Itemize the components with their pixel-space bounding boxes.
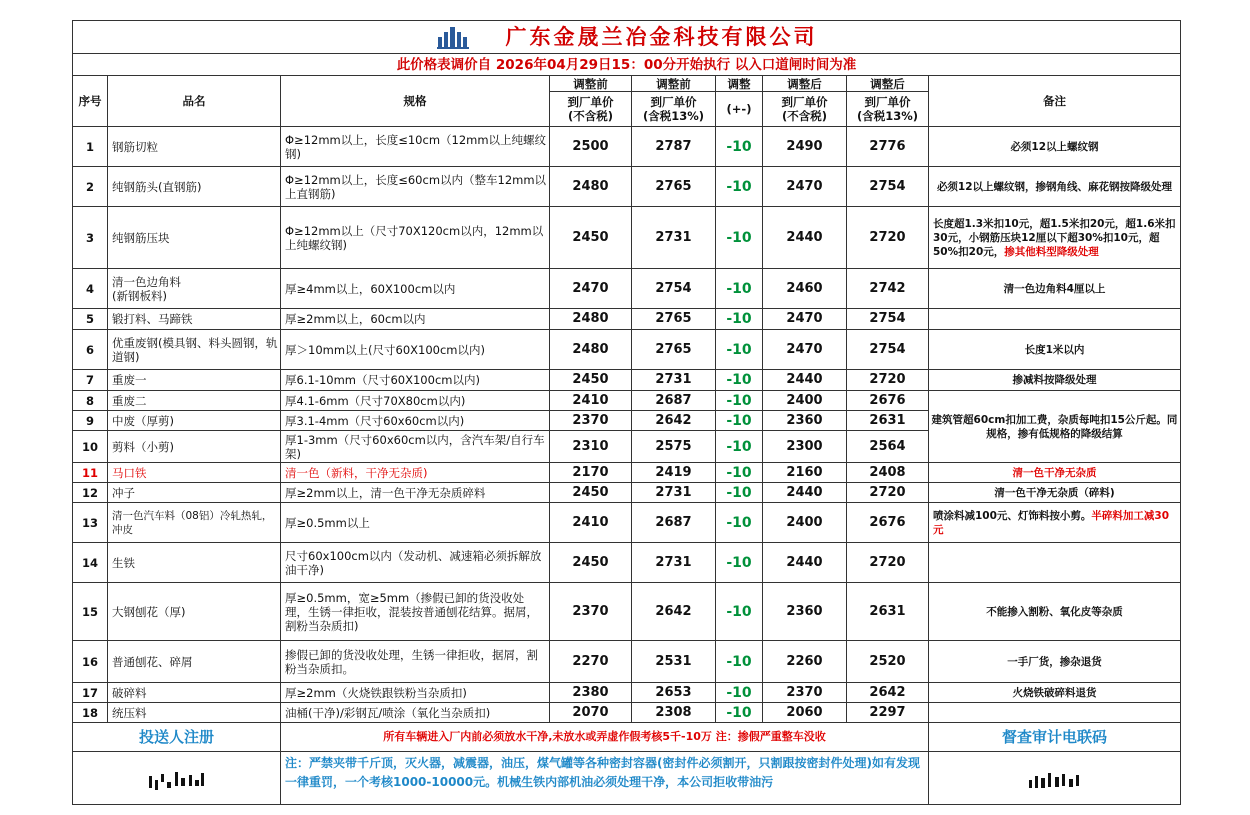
ex-tax-label: (不含税) bbox=[781, 109, 827, 123]
row-price-after-ex: 2490 bbox=[763, 127, 847, 167]
price-row bbox=[73, 269, 1181, 309]
row-price-before-ex: 2500 bbox=[550, 127, 632, 167]
company-name: 广东金晟兰冶金科技有限公司 bbox=[505, 25, 818, 49]
price-row bbox=[73, 127, 1181, 167]
row-name-text: 重废一 bbox=[112, 373, 147, 387]
row-price-before-inc: 2531 bbox=[632, 641, 716, 683]
header-before-ex: 调整前 bbox=[550, 76, 632, 92]
row-price-before-inc: 2731 bbox=[632, 370, 716, 391]
row-price-after-inc: 2776 bbox=[847, 127, 929, 167]
row-name-text: 重废二 bbox=[112, 393, 147, 408]
row-spec: 厚6.1-10mm（尺寸60X100cm以内) bbox=[281, 370, 550, 391]
row-seq: 2 bbox=[73, 167, 108, 207]
row-seq: 3 bbox=[73, 207, 108, 269]
inc-tax-label: (含税13%) bbox=[856, 109, 919, 123]
row-price-before-inc: 2575 bbox=[632, 431, 716, 463]
footer-row bbox=[73, 723, 1181, 752]
row-price-before-ex: 2170 bbox=[550, 463, 632, 483]
row-spec: 厚≥0.5mm，宽≥5mm（掺假已卸的货没收处理，生锈一律拒收，混装按普通刨花结算。据屑，割粉当杂质扣) bbox=[281, 583, 550, 641]
row-adjust: -10 bbox=[716, 543, 763, 583]
row-price-after-ex: 2470 bbox=[763, 309, 847, 330]
row-remark bbox=[929, 583, 1181, 641]
row-name bbox=[108, 370, 281, 391]
row-price-before-ex: 2370 bbox=[550, 411, 632, 431]
header-after-ex: 调整后 bbox=[763, 76, 847, 92]
row-price-after-ex: 2260 bbox=[763, 641, 847, 683]
price-notice: 此价格表调价自 2026年04月29日15：00分开始执行 以入口道闸时间为准 bbox=[73, 54, 1181, 76]
row-name-text: 优重废钢(模具钢、料头圆钢，轨道钢) bbox=[112, 335, 278, 364]
row-remark-text: 长度1米以内 bbox=[1024, 343, 1085, 356]
row-price-before-inc: 2765 bbox=[632, 167, 716, 207]
row-spec: Φ≥12mm以上，长度≤60cm以内（整车12mm以上直钢筋) bbox=[281, 167, 550, 207]
row-price-before-inc: 2653 bbox=[632, 683, 716, 703]
unit-price-label: 到厂单价 bbox=[864, 95, 911, 109]
header-unit-price-ex-after bbox=[763, 92, 847, 127]
inc-tax-label: (含税13%) bbox=[642, 109, 705, 123]
row-remark-text: 一手厂货，掺杂退货 bbox=[1007, 655, 1102, 668]
row-price-before-inc: 2765 bbox=[632, 309, 716, 330]
row-price-before-inc: 2731 bbox=[632, 483, 716, 503]
row-seq: 11 bbox=[73, 463, 108, 483]
row-name bbox=[108, 207, 281, 269]
row-seq: 6 bbox=[73, 330, 108, 370]
row-price-after-inc: 2676 bbox=[847, 391, 929, 411]
header-unit-price-inc-before bbox=[632, 92, 716, 127]
vehicle-warning: 所有车辆进入厂内前必须放水干净,未放水或弄虚作假考核5千-10万 注：掺假严重整车没收 bbox=[281, 723, 929, 752]
row-remark-text: 喷涂料减100元、灯饰料按小剪。 bbox=[933, 509, 1092, 522]
row-name bbox=[108, 483, 281, 503]
price-sheet bbox=[72, 20, 1180, 805]
price-row bbox=[73, 370, 1181, 391]
row-name bbox=[108, 309, 281, 330]
row-seq: 9 bbox=[73, 411, 108, 431]
sender-register-title: 投送人注册 bbox=[73, 723, 281, 752]
row-remark-text: 不能掺入割粉、氧化皮等杂质 bbox=[986, 605, 1123, 618]
row-name-text: 冲子 bbox=[112, 485, 135, 500]
price-row bbox=[73, 391, 1181, 411]
row-remark bbox=[929, 127, 1181, 167]
row-price-after-inc: 2297 bbox=[847, 703, 929, 723]
row-name-text: 破碎料 bbox=[112, 685, 147, 700]
row-remark-text: 必须12以上螺纹钢，掺钢角线、麻花钢按降级处理 bbox=[936, 180, 1173, 193]
price-table bbox=[72, 20, 1181, 805]
row-remark-text: 必须12以上螺纹钢 bbox=[1010, 140, 1099, 153]
row-price-after-ex: 2470 bbox=[763, 330, 847, 370]
row-remark-text: 清一色边角料4厘以上 bbox=[1003, 282, 1106, 295]
row-price-after-inc: 2720 bbox=[847, 543, 929, 583]
row-price-after-inc: 2520 bbox=[847, 641, 929, 683]
row-seq: 5 bbox=[73, 309, 108, 330]
row-price-before-inc: 2754 bbox=[632, 269, 716, 309]
row-name bbox=[108, 703, 281, 723]
row-price-after-ex: 2440 bbox=[763, 207, 847, 269]
row-price-after-inc: 2631 bbox=[847, 411, 929, 431]
row-name-text: 中废（厚剪) bbox=[112, 413, 174, 428]
row-price-after-inc: 2642 bbox=[847, 683, 929, 703]
row-remark-merged: 建筑管超60cm扣加工费，杂质每吨扣15公斤起。同规格，掺有低规格的降级结算 bbox=[929, 391, 1181, 463]
row-price-after-inc: 2742 bbox=[847, 269, 929, 309]
row-seq: 10 bbox=[73, 431, 108, 463]
row-price-after-inc: 2754 bbox=[847, 167, 929, 207]
row-adjust: -10 bbox=[716, 330, 763, 370]
price-row bbox=[73, 463, 1181, 483]
row-spec: 厚≥2mm以上，清一色干净无杂质碎料 bbox=[281, 483, 550, 503]
row-adjust: -10 bbox=[716, 127, 763, 167]
header-remark: 备注 bbox=[929, 76, 1181, 127]
unit-price-label: 到厂单价 bbox=[567, 95, 614, 109]
row-price-after-ex: 2060 bbox=[763, 703, 847, 723]
row-remark-text: 长度超1.3米扣10元，超1.5米扣20元，超1.6米扣30元，小钢筋压块12厘以下超30%扣10元，超50%扣20元， bbox=[933, 217, 1176, 258]
row-price-before-ex: 2470 bbox=[550, 269, 632, 309]
row-price-after-inc: 2408 bbox=[847, 463, 929, 483]
row-seq: 14 bbox=[73, 543, 108, 583]
row-price-before-ex: 2480 bbox=[550, 330, 632, 370]
row-adjust: -10 bbox=[716, 370, 763, 391]
row-price-after-ex: 2400 bbox=[763, 503, 847, 543]
row-price-after-inc: 2564 bbox=[847, 431, 929, 463]
row-name-text: 锻打料、马蹄铁 bbox=[112, 312, 193, 326]
price-rows bbox=[73, 127, 1181, 723]
row-remark bbox=[929, 543, 1181, 583]
footer-row-2 bbox=[73, 752, 1181, 805]
sender-qr-cell bbox=[73, 752, 281, 805]
price-row bbox=[73, 483, 1181, 503]
row-seq: 8 bbox=[73, 391, 108, 411]
row-spec: 油桶(干净)/彩钢瓦/喷涂（氧化当杂质扣) bbox=[281, 703, 550, 723]
row-adjust: -10 bbox=[716, 411, 763, 431]
row-name bbox=[108, 127, 281, 167]
row-price-after-ex: 2360 bbox=[763, 583, 847, 641]
row-price-after-inc: 2754 bbox=[847, 330, 929, 370]
ex-tax-label: (不含税) bbox=[567, 109, 613, 123]
row-adjust: -10 bbox=[716, 309, 763, 330]
company-logo-icon bbox=[436, 25, 472, 49]
row-adjust: -10 bbox=[716, 483, 763, 503]
row-spec: 清一色（新料，干净无杂质) bbox=[281, 463, 550, 483]
row-price-after-inc: 2754 bbox=[847, 309, 929, 330]
audit-qr-icon bbox=[1015, 770, 1095, 800]
row-remark bbox=[929, 463, 1181, 483]
row-name-text: 普通刨花、碎屑 bbox=[112, 654, 193, 669]
row-name-text: 清一色汽车料（08铝）冷轧热轧，冲皮 bbox=[112, 509, 273, 536]
title-cell bbox=[73, 21, 1181, 54]
notice-row bbox=[73, 54, 1181, 76]
row-remark-red-text: 掺其他料型降级处理 bbox=[1004, 245, 1099, 258]
row-remark bbox=[929, 503, 1181, 543]
row-spec: Φ≥12mm以上（尺寸70X120cm以内，12mm以上纯螺纹钢) bbox=[281, 207, 550, 269]
row-adjust: -10 bbox=[716, 641, 763, 683]
row-name bbox=[108, 431, 281, 463]
row-seq: 17 bbox=[73, 683, 108, 703]
header-delta: (+-) bbox=[716, 92, 763, 127]
row-price-before-inc: 2787 bbox=[632, 127, 716, 167]
row-adjust: -10 bbox=[716, 503, 763, 543]
row-adjust: -10 bbox=[716, 703, 763, 723]
header-before-inc: 调整前 bbox=[632, 76, 716, 92]
price-row bbox=[73, 683, 1181, 703]
row-name bbox=[108, 543, 281, 583]
audit-contact-title: 督查审计电联码 bbox=[929, 723, 1181, 752]
header-unit-price-ex-before bbox=[550, 92, 632, 127]
sender-qr-icon bbox=[137, 770, 217, 800]
row-spec: Φ≥12mm以上，长度≤10cm（12mm以上纯螺纹钢) bbox=[281, 127, 550, 167]
row-name bbox=[108, 641, 281, 683]
row-price-before-inc: 2642 bbox=[632, 411, 716, 431]
row-seq: 1 bbox=[73, 127, 108, 167]
row-price-after-inc: 2720 bbox=[847, 483, 929, 503]
row-price-after-ex: 2400 bbox=[763, 391, 847, 411]
row-remark bbox=[929, 167, 1181, 207]
header-after-inc: 调整后 bbox=[847, 76, 929, 92]
row-price-before-ex: 2410 bbox=[550, 391, 632, 411]
row-name bbox=[108, 269, 281, 309]
row-remark-text: 火烧铁破碎料退货 bbox=[1012, 686, 1097, 699]
header-unit-price-inc-after bbox=[847, 92, 929, 127]
row-name-text: 纯钢筋头(直钢筋) bbox=[112, 179, 202, 194]
row-remark bbox=[929, 309, 1181, 330]
row-spec: 厚1-3mm（尺寸60x60cm以内，含汽车架/自行车架) bbox=[281, 431, 550, 463]
price-row bbox=[73, 503, 1181, 543]
row-seq: 4 bbox=[73, 269, 108, 309]
row-name-text: 生铁 bbox=[112, 555, 135, 570]
row-seq: 18 bbox=[73, 703, 108, 723]
row-adjust: -10 bbox=[716, 207, 763, 269]
row-price-after-ex: 2470 bbox=[763, 167, 847, 207]
row-seq: 13 bbox=[73, 503, 108, 543]
row-price-after-ex: 2360 bbox=[763, 411, 847, 431]
row-spec: 厚≥2mm（火烧铁跟铁粉当杂质扣) bbox=[281, 683, 550, 703]
row-remark bbox=[929, 683, 1181, 703]
row-price-before-inc: 2687 bbox=[632, 503, 716, 543]
price-row bbox=[73, 703, 1181, 723]
row-price-before-ex: 2450 bbox=[550, 543, 632, 583]
row-name bbox=[108, 411, 281, 431]
row-price-after-ex: 2160 bbox=[763, 463, 847, 483]
row-remark bbox=[929, 641, 1181, 683]
row-price-before-inc: 2687 bbox=[632, 391, 716, 411]
price-row bbox=[73, 641, 1181, 683]
sealed-container-note: 注：严禁夹带千斤顶，灭火器，减震器，油压，煤气罐等各种密封容器(密封件必须割开，只割跟按密封件处理)如有发现一律重罚，一个考核1000-10000元。机械生铁内部机油必须处理干净，本公司拒收带油污 bbox=[281, 752, 929, 805]
price-row bbox=[73, 583, 1181, 641]
row-spec: 厚4.1-6mm（尺寸70X80cm以内) bbox=[281, 391, 550, 411]
audit-qr-cell bbox=[929, 752, 1181, 805]
row-price-before-ex: 2310 bbox=[550, 431, 632, 463]
row-price-before-inc: 2419 bbox=[632, 463, 716, 483]
row-price-after-inc: 2720 bbox=[847, 207, 929, 269]
row-remark bbox=[929, 330, 1181, 370]
row-seq: 12 bbox=[73, 483, 108, 503]
row-adjust: -10 bbox=[716, 431, 763, 463]
row-price-before-ex: 2450 bbox=[550, 370, 632, 391]
price-row bbox=[73, 309, 1181, 330]
row-name-text: 纯钢筋压块 bbox=[112, 230, 170, 245]
unit-price-label: 到厂单价 bbox=[650, 95, 697, 109]
row-name bbox=[108, 583, 281, 641]
header-spec: 规格 bbox=[281, 76, 550, 127]
row-name bbox=[108, 503, 281, 543]
row-remark bbox=[929, 207, 1181, 269]
row-price-after-inc: 2631 bbox=[847, 583, 929, 641]
row-name-text: 清一色边角料 (新钢板料) bbox=[112, 274, 181, 303]
row-price-before-inc: 2642 bbox=[632, 583, 716, 641]
row-name bbox=[108, 330, 281, 370]
row-adjust: -10 bbox=[716, 269, 763, 309]
row-price-after-ex: 2440 bbox=[763, 543, 847, 583]
price-row bbox=[73, 543, 1181, 583]
row-spec: 厚≥2mm以上，60cm以内 bbox=[281, 309, 550, 330]
header-row-1 bbox=[73, 76, 1181, 92]
header-seq: 序号 bbox=[73, 76, 108, 127]
row-remark-red-text: 半碎料加工减30元 bbox=[933, 509, 1170, 536]
row-remark-text: 清一色干净无杂质 bbox=[1012, 466, 1097, 479]
row-price-after-ex: 2460 bbox=[763, 269, 847, 309]
row-name bbox=[108, 683, 281, 703]
row-price-before-ex: 2410 bbox=[550, 503, 632, 543]
row-price-before-ex: 2380 bbox=[550, 683, 632, 703]
row-name-text: 大钢刨花（厚) bbox=[112, 604, 186, 619]
price-row bbox=[73, 207, 1181, 269]
row-price-before-ex: 2480 bbox=[550, 167, 632, 207]
row-name bbox=[108, 167, 281, 207]
row-price-after-ex: 2300 bbox=[763, 431, 847, 463]
row-remark bbox=[929, 370, 1181, 391]
row-spec: 厚3.1-4mm（尺寸60x60cm以内) bbox=[281, 411, 550, 431]
row-seq: 15 bbox=[73, 583, 108, 641]
row-spec: 厚＞10mm以上(尺寸60X100cm以内) bbox=[281, 330, 550, 370]
row-price-before-inc: 2731 bbox=[632, 207, 716, 269]
row-price-before-inc: 2765 bbox=[632, 330, 716, 370]
price-row bbox=[73, 167, 1181, 207]
row-name-text: 马口铁 bbox=[112, 465, 147, 480]
row-price-before-inc: 2308 bbox=[632, 703, 716, 723]
row-spec: 掺假已卸的货没收处理，生锈一律拒收，据屑，割粉当杂质扣。 bbox=[281, 641, 550, 683]
row-remark-text: 清一色干净无杂质（碎料) bbox=[994, 486, 1115, 499]
header-adjust: 调整 bbox=[716, 76, 763, 92]
row-adjust: -10 bbox=[716, 463, 763, 483]
row-remark bbox=[929, 269, 1181, 309]
row-name bbox=[108, 391, 281, 411]
row-adjust: -10 bbox=[716, 583, 763, 641]
row-name-text: 钢筋切粒 bbox=[112, 139, 158, 154]
row-price-before-ex: 2370 bbox=[550, 583, 632, 641]
row-price-after-ex: 2370 bbox=[763, 683, 847, 703]
row-price-after-inc: 2720 bbox=[847, 370, 929, 391]
row-adjust: -10 bbox=[716, 167, 763, 207]
unit-price-label: 到厂单价 bbox=[781, 95, 828, 109]
row-price-before-ex: 2070 bbox=[550, 703, 632, 723]
price-row bbox=[73, 330, 1181, 370]
row-remark-text: 掺减料按降级处理 bbox=[1012, 374, 1097, 386]
row-remark bbox=[929, 483, 1181, 503]
header-name: 品名 bbox=[108, 76, 281, 127]
row-adjust: -10 bbox=[716, 391, 763, 411]
row-price-after-inc: 2676 bbox=[847, 503, 929, 543]
row-seq: 7 bbox=[73, 370, 108, 391]
row-price-before-ex: 2480 bbox=[550, 309, 632, 330]
row-price-before-ex: 2450 bbox=[550, 207, 632, 269]
row-price-after-ex: 2440 bbox=[763, 370, 847, 391]
row-remark bbox=[929, 703, 1181, 723]
row-adjust: -10 bbox=[716, 683, 763, 703]
row-price-after-ex: 2440 bbox=[763, 483, 847, 503]
row-spec: 厚≥0.5mm以上 bbox=[281, 503, 550, 543]
row-price-before-ex: 2270 bbox=[550, 641, 632, 683]
title-row bbox=[73, 21, 1181, 54]
row-seq: 16 bbox=[73, 641, 108, 683]
row-name bbox=[108, 463, 281, 483]
row-name-text: 统压料 bbox=[112, 705, 147, 720]
row-spec: 尺寸60x100cm以内（发动机、减速箱必须拆解放油干净) bbox=[281, 543, 550, 583]
row-price-before-inc: 2731 bbox=[632, 543, 716, 583]
row-spec: 厚≥4mm以上，60X100cm以内 bbox=[281, 269, 550, 309]
row-price-before-ex: 2450 bbox=[550, 483, 632, 503]
row-name-text: 剪料（小剪) bbox=[112, 439, 174, 454]
